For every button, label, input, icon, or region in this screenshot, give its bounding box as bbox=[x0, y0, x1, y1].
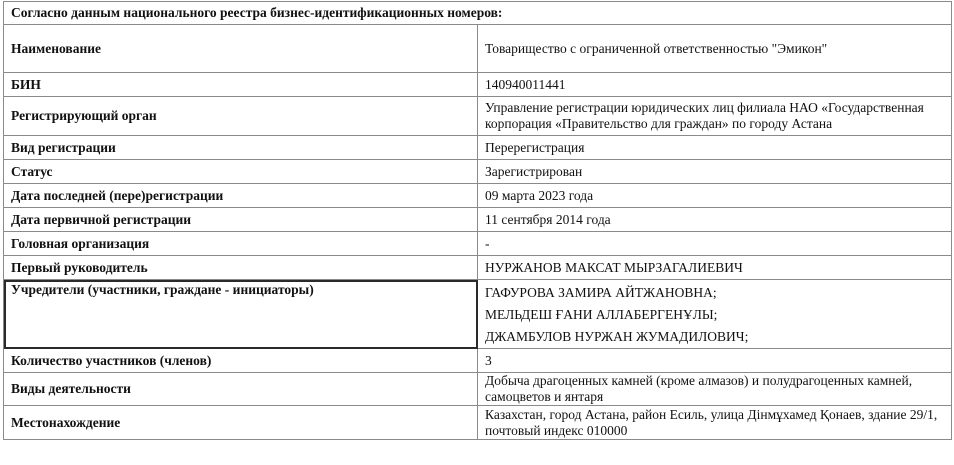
registry-table bbox=[3, 1, 952, 440]
members-value: 3 bbox=[478, 349, 952, 373]
last-reg-value: 09 марта 2023 года bbox=[478, 184, 952, 208]
director-label: Первый руководитель bbox=[4, 256, 478, 280]
founder-item: МЕЛЬДЕШ ҒАНИ АЛЛАБЕРГЕНҰЛЫ; bbox=[485, 307, 718, 322]
name-label: Наименование bbox=[4, 25, 478, 73]
first-reg-label: Дата первичной регистрации bbox=[4, 208, 478, 232]
row-founders bbox=[4, 280, 952, 349]
row-status bbox=[4, 160, 952, 184]
header-row bbox=[4, 2, 952, 25]
founder-item: ДЖАМБУЛОВ НУРЖАН ЖУМАДИЛОВИЧ; bbox=[485, 329, 749, 344]
bin-label: БИН bbox=[4, 73, 478, 97]
location-label: Местонахождение bbox=[4, 406, 478, 440]
first-reg-value: 11 сентября 2014 года bbox=[478, 208, 952, 232]
row-bin bbox=[4, 73, 952, 97]
row-reg-type bbox=[4, 136, 952, 160]
members-label: Количество участников (членов) bbox=[4, 349, 478, 373]
row-head-org bbox=[4, 232, 952, 256]
head-org-value: - bbox=[478, 232, 952, 256]
row-director bbox=[4, 256, 952, 280]
activities-value: Добыча драгоценных камней (кроме алмазов) и полудрагоценных камней, самоцветов и янтаря bbox=[478, 373, 952, 406]
location-value: Казахстан, город Астана, район Есиль, улица Дінмұхамед Қонаев, здание 29/1, почтовый индекс 010000 bbox=[478, 406, 952, 440]
bin-value: 140940011441 bbox=[478, 73, 952, 97]
head-org-label: Головная организация bbox=[4, 232, 478, 256]
authority-value: Управление регистрации юридических лиц филиала НАО «Государственная корпорация «Правительство для граждан» по городу Астана bbox=[478, 97, 952, 136]
reg-type-label: Вид регистрации bbox=[4, 136, 478, 160]
founders-value bbox=[478, 280, 952, 349]
founders-label: Учредители (участники, граждане - инициаторы) bbox=[4, 280, 478, 349]
director-value: НУРЖАНОВ МАКСАТ МЫРЗАГАЛИЕВИЧ bbox=[478, 256, 952, 280]
row-activities bbox=[4, 373, 952, 406]
row-location bbox=[4, 406, 952, 440]
row-first-reg bbox=[4, 208, 952, 232]
row-name bbox=[4, 25, 952, 73]
status-label: Статус bbox=[4, 160, 478, 184]
status-value: Зарегистрирован bbox=[478, 160, 952, 184]
activities-label: Виды деятельности bbox=[4, 373, 478, 406]
row-last-reg bbox=[4, 184, 952, 208]
row-authority bbox=[4, 97, 952, 136]
row-members bbox=[4, 349, 952, 373]
name-value: Товарищество с ограниченной ответственностью "Эмикон" bbox=[478, 25, 952, 73]
last-reg-label: Дата последней (пере)регистрации bbox=[4, 184, 478, 208]
reg-type-value: Перерегистрация bbox=[478, 136, 952, 160]
table-header: Согласно данным национального реестра бизнес-идентификационных номеров: bbox=[4, 2, 952, 25]
founder-item: ГАФУРОВА ЗАМИРА АЙТЖАНОВНА; bbox=[485, 285, 717, 300]
authority-label: Регистрирующий орган bbox=[4, 97, 478, 136]
